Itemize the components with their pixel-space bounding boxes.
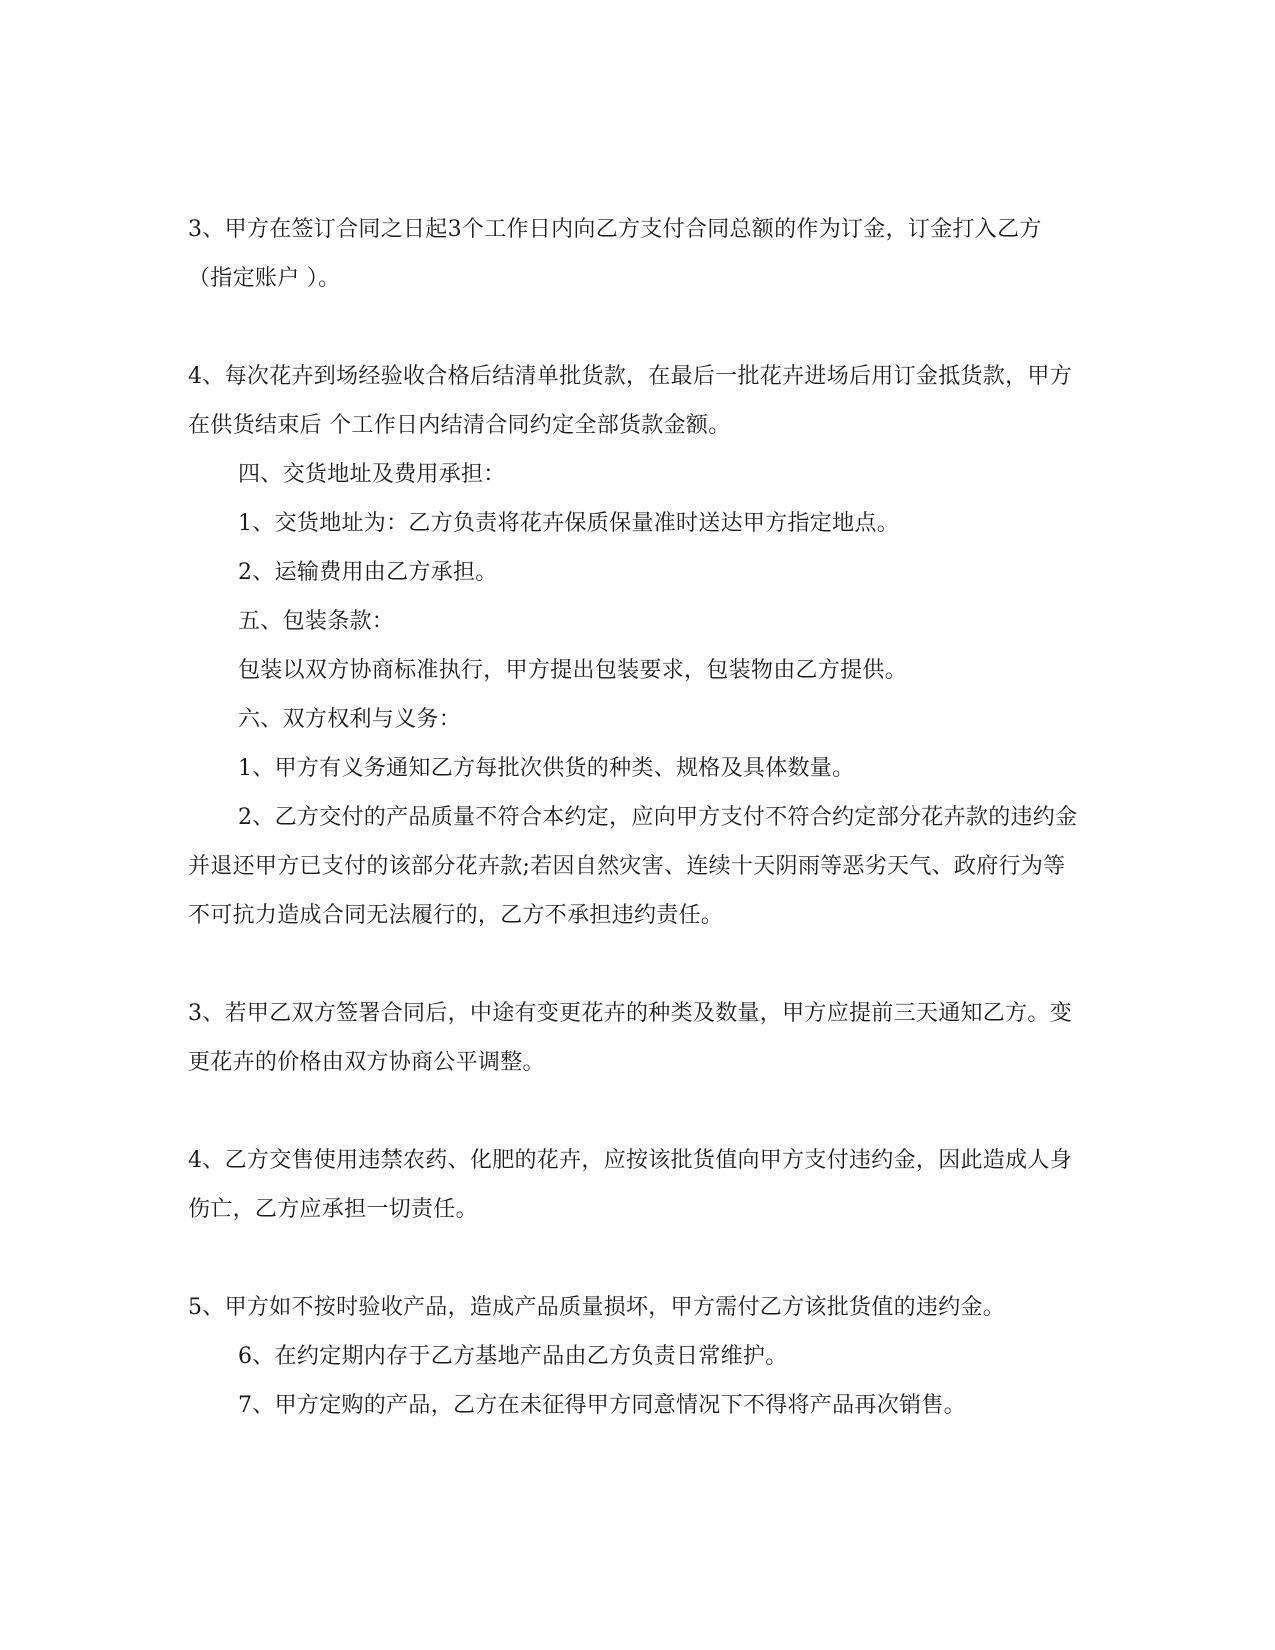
section-heading-packaging: 五、包装条款：	[238, 609, 395, 634]
paragraph-maintenance: 6、在约定期内存于乙方基地产品由乙方负责日常维护。	[238, 1344, 788, 1369]
paragraph-late-acceptance: 5、甲方如不按时验收产品，造成产品质量损坏，甲方需付乙方该批货值的违约金。	[188, 1295, 1006, 1320]
section-heading-rights: 六、双方权利与义务：	[238, 707, 462, 732]
paragraph-prohibited-pesticides: 4、乙方交售使用违禁农药、化肥的花卉，应按该批货值向甲方支付违约金，因此造成人身伤亡，乙方应承担一切责任。	[188, 1148, 1072, 1222]
paragraph-change-terms: 3、若甲乙双方签署合同后，中途有变更花卉的种类及数量，甲方应提前三天通知乙方。变更花卉的价格由双方协商公平调整。	[188, 1001, 1072, 1075]
paragraph-transport-cost: 2、运输费用由乙方承担。	[238, 560, 498, 585]
paragraph-settlement: 4、每次花卉到场经验收合格后结清单批货款，在最后一批花卉进场后用订金抵货款，甲方在供货结束后 个工作日内结清合同约定全部货款金额。	[188, 364, 1072, 438]
paragraph-notification-duty: 1、甲方有义务通知乙方每批次供货的种类、规格及具体数量。	[238, 756, 855, 781]
paragraph-no-resale: 7、甲方定购的产品，乙方在未征得甲方同意情况下不得将产品再次销售。	[238, 1393, 966, 1418]
document-body	[188, 205, 1083, 1430]
paragraph-packaging: 包装以双方协商标准执行，甲方提出包装要求，包装物由乙方提供。	[238, 658, 908, 683]
section-heading-delivery: 四、交货地址及费用承担：	[238, 462, 506, 487]
paragraph-quality-liability: 2、乙方交付的产品质量不符合本约定，应向甲方支付不符合约定部分花卉款的违约金并退还甲方已支付的该部分花卉款;若因自然灾害、连续十天阴雨等恶劣天气、政府行为等不可抗力造成合同无法履行的，乙方不承担违约责任。	[188, 805, 1078, 928]
paragraph-deposit-payment: 3、甲方在签订合同之日起3个工作日内向乙方支付合同总额的作为订金，订金打入乙方（指定账户 ）。	[188, 217, 1042, 291]
paragraph-delivery-address: 1、交货地址为：乙方负责将花卉保质保量准时送达甲方指定地点。	[238, 511, 899, 536]
